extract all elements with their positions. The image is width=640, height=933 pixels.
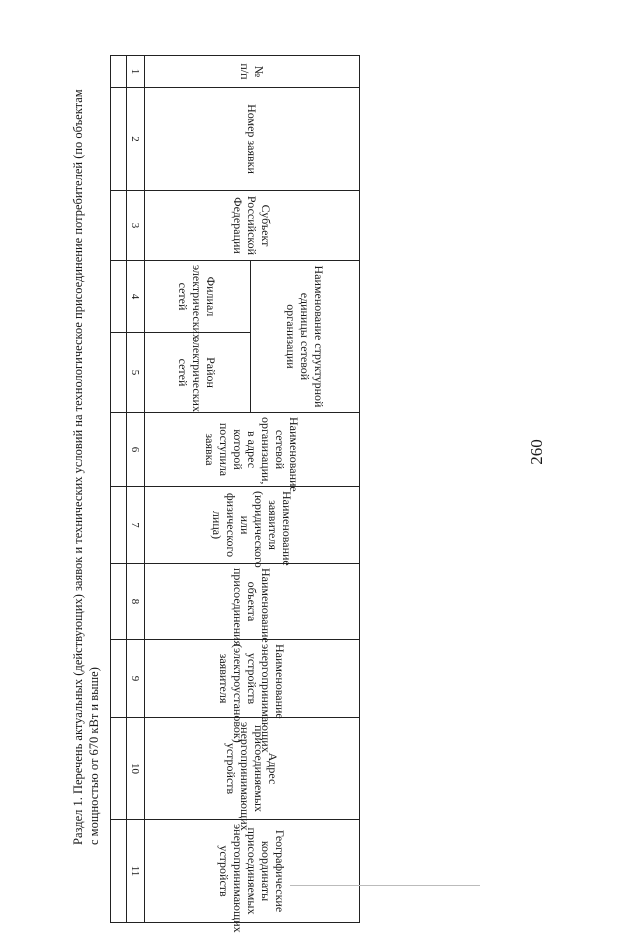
col-header-7: Наименование заявителя (юридического или физического лица) <box>144 487 359 564</box>
empty-data-row <box>111 56 127 923</box>
table-cell <box>111 413 127 487</box>
col-number-4: 4 <box>127 261 144 333</box>
col-header-3: Субъект Российской Федерации <box>144 191 359 261</box>
col-header-9: Наименование энергопринимающих устройств (электроустановок) заявителя <box>144 640 359 718</box>
col-header-4: Филиал электрических сетей <box>144 261 251 333</box>
col-header-5: Район электрических сетей <box>144 333 251 413</box>
bottom-divider <box>290 885 480 886</box>
page-number: 260 <box>527 439 546 465</box>
table-cell <box>111 191 127 261</box>
table-cell <box>111 487 127 564</box>
table-cell <box>111 56 127 88</box>
col-header-8: Наименование объекта присоединения <box>144 564 359 640</box>
col-number-6: 6 <box>127 413 144 487</box>
col-number-8: 8 <box>127 564 144 640</box>
col-number-11: 11 <box>127 820 144 923</box>
col-header-10: Адрес присоединяемых энергопринимающих устройств <box>144 718 359 820</box>
col-header-2: Номер заявки <box>144 88 359 191</box>
table-cell <box>111 88 127 191</box>
col-number-3: 3 <box>127 191 144 261</box>
col-number-9: 9 <box>127 640 144 718</box>
col-number-2: 2 <box>127 88 144 191</box>
requests-table <box>110 55 360 933</box>
table-cell <box>111 564 127 640</box>
col-number-1: 1 <box>127 56 144 88</box>
heading-line-2: с мощностью от 670 кВт и выше) <box>87 667 101 845</box>
column-number-row <box>127 56 144 923</box>
group-header-structural-unit: Наименование структурной единицы сетевой организации <box>251 261 360 413</box>
col-header-1: № п/п <box>144 56 359 88</box>
table-container <box>110 55 360 933</box>
col-number-10: 10 <box>127 718 144 820</box>
table-cell <box>111 261 127 333</box>
heading-line-1: Раздел 1. Перечень актуальных (действующих) заявок и технических условий на технологическое присоединение потребителей (по объектам <box>71 89 85 845</box>
table-cell <box>111 820 127 923</box>
section-heading <box>70 55 110 845</box>
table-cell <box>111 640 127 718</box>
table-cell <box>111 718 127 820</box>
table-cell <box>111 333 127 413</box>
col-number-5: 5 <box>127 333 144 413</box>
col-header-11: Географические координаты присоединяемых энергопринимающих устройств <box>144 820 359 923</box>
col-number-7: 7 <box>127 487 144 564</box>
col-header-6: Наименование сетевой организации, в адрес которой поступила заявка <box>144 413 359 487</box>
